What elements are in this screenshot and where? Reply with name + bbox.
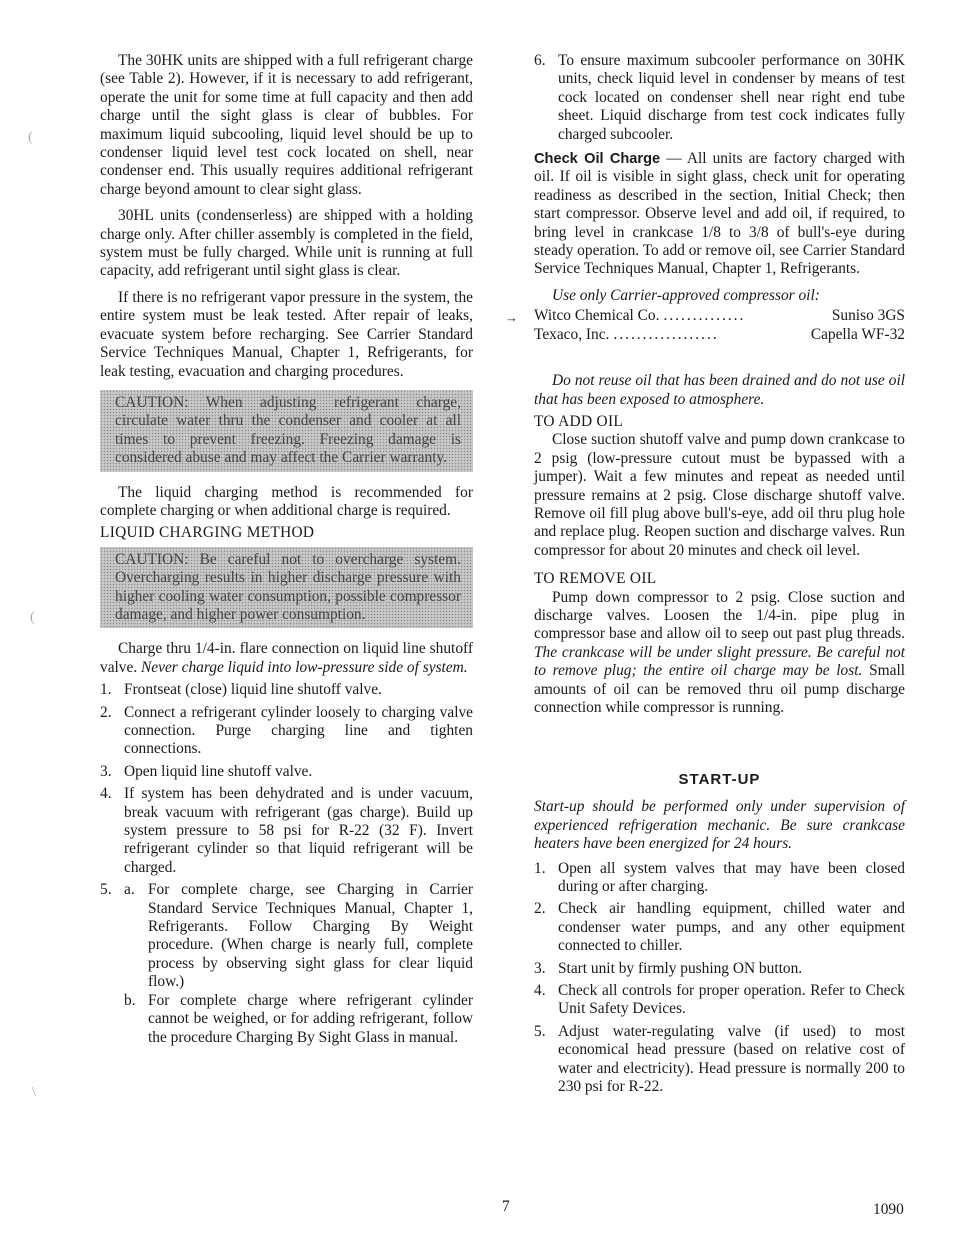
scan-mark: ( <box>28 130 33 145</box>
charge-connection-text: Charge thru 1/4-in. flare connection on liquid line shutoff valve. <box>100 640 473 676</box>
paragraph-add-oil: Close suction shutoff valve and pump down crankcase to 2 psig (low-pressure cutout must be bypassed with a jumper). Wait a few minutes and repeat as needed until pressure remains at 2 psig. Close discharge shutoff valve. Remove oil fill plug above bull's-eye, add oil thru plug hole and replace plug. Reopen suction and discharge valves. Run compressor for about 20 minutes and check oil level. <box>534 431 905 559</box>
remove-oil-text: Pump down compressor to 2 psig. Close suction and discharge valves. Loosen the 1/4-in. pipe plug in compressor base and allow oil to seep out past plug threads. <box>534 588 905 643</box>
step-text: Open liquid line shutoff valve. <box>124 762 313 780</box>
paragraph-30hk-charge: The 30HK units are shipped with a full refrigerant charge (see Table 2). However, if it is necessary to add refrigerant, operate the unit for some time at full capacity and then add charge until the sight glass is clear of bubbles. For maximum liquid subcooling, liquid level should be up to condenser liquid level test cock located on shell, near condenser end. This usually requires additional refrigerant charge beyond amount to clear sight glass. <box>100 52 473 198</box>
step-text: Check air handling equipment, chilled water and condenser water pumps, and any other equipment connected to chiller. <box>558 900 905 955</box>
heading-liquid-charging: LIQUID CHARGING METHOD <box>100 524 315 542</box>
sub-step-text: For complete charge, see Charging in Carrier Standard Service Techniques Manual, Chapter 1, Refrigerants. Follow Charging By Weight procedure. (When charge is nearly full, complete process by observing sight glass for clear liquid flow.) <box>148 881 473 991</box>
right-column <box>534 52 905 1101</box>
step-number: 2. <box>100 703 112 721</box>
startup-note: Start-up should be performed only under supervision of experienced refrigeration mechanic. Be sure crankcase heaters have been energized for 24 hours. <box>534 798 905 853</box>
scan-mark: ( <box>30 610 35 625</box>
sub-step-label: b. <box>124 991 136 1009</box>
oil-row <box>534 307 905 325</box>
leader-dots: .................. <box>613 325 719 343</box>
sub-step-text: For complete charge where refrigerant cylinder cannot be weighed, or for adding refrigerant, follow the procedure Charging By Sight Glass in manual. <box>148 991 473 1046</box>
step-text: Connect a refrigerant cylinder loosely to charging valve connection. Purge charging line and tighten connections. <box>124 703 473 758</box>
step-text: Open all system valves that may have been closed during or after charging. <box>558 859 905 896</box>
list-item <box>534 900 905 955</box>
approved-oil-note: Use only Carrier-approved compressor oil: <box>552 286 820 304</box>
charging-steps-continued <box>534 52 905 144</box>
sub-step-b <box>124 992 473 1047</box>
oil-vendor: Texaco, Inc. <box>534 325 610 343</box>
step-number: 5. <box>100 881 112 899</box>
charge-warning: Never charge liquid into low-pressure side of system. <box>141 658 468 676</box>
step-text: Start unit by firmly pushing ON button. <box>558 959 803 977</box>
step-number: 3. <box>534 959 546 977</box>
margin-arrow-icon: → <box>505 310 518 325</box>
step-text: If system has been dehydrated and is under vacuum, break vacuum with refrigerant (gas charge). Build up system pressure to 58 psi for R-22 (32 F). Invert refrigerant cylinder so that liquid refrigerant will be charged. <box>124 785 473 876</box>
scan-mark: \ <box>32 1085 36 1100</box>
oil-row <box>534 326 905 344</box>
list-item <box>534 52 905 144</box>
list-item <box>534 1023 905 1097</box>
list-item <box>534 982 905 1019</box>
oil-product: Capella WF-32 <box>810 325 905 343</box>
list-item <box>534 960 905 978</box>
remove-oil-warning: The crankcase will be under slight pressure. Be careful not to remove plug; the entire oil charge may be lost. <box>534 643 905 680</box>
paragraph-30hl-charge: 30HL units (condenserless) are shipped with a holding charge only. After chiller assembly is completed in the field, system must be fully charged. While unit is running at full capacity, add refrigerant until sight glass is clear. <box>100 207 473 280</box>
step-number: 3. <box>100 762 112 780</box>
sub-step-a <box>124 881 473 991</box>
list-item <box>100 763 473 781</box>
step-number: 2. <box>534 900 546 918</box>
step-text: To ensure maximum subcooler performance on 30HK units, check liquid level in condenser by means of test cock located on condenser shell near right end tube sheet. Liquid discharge from test cock indicates fully charged subcooler. <box>558 52 905 143</box>
step-text: Check all controls for proper operation. Refer to Check Unit Safety Devices. <box>558 982 905 1018</box>
step-text: Adjust water-regulating valve (if used) to most economical head pressure (based on relative cost of water and electricity). Head pressure is normally 200 to 230 psi for R-22. <box>558 1022 905 1096</box>
sub-step-label: a. <box>124 881 135 899</box>
page-number: 7 <box>502 1198 510 1215</box>
list-item <box>534 860 905 897</box>
list-item <box>100 881 473 1047</box>
caution-box-freezing: CAUTION: When adjusting refrigerant charge, circulate water thru the condenser and cooler at all times to prevent freezing. Freezing damage is considered abuse and may affect the Carrier warranty. <box>100 390 473 472</box>
list-item <box>100 681 473 699</box>
paragraph-charge-connection <box>100 640 473 677</box>
check-oil-text: — All units are factory charged with oil. If oil is visible in sight glass, check unit for operating readiness as described in the section, Initial Check; then start compressor. Observe level and add oil, if required, to bring level in crankcase 1/8 to 3/8 of bull's-eye during steady operation. To add or remove oil, see Carrier Standard Service Techniques Manual, Chapter 1, Refrigerants. <box>534 150 905 278</box>
caution-box-overcharge: CAUTION: Be careful not to overcharge system. Overcharging results in higher discharge pressure with higher cooling water consumption, possible compressor damage, and higher power consumption. <box>100 547 473 629</box>
section-title-startup: START-UP <box>678 771 761 789</box>
document-number: 1090 <box>873 1201 904 1218</box>
step-number: 1. <box>100 681 112 699</box>
step-number: 4. <box>534 982 546 1000</box>
step-number: 5. <box>534 1022 546 1040</box>
list-item <box>100 704 473 759</box>
remove-oil-text-2: Small amounts of oil can be removed thru oil pump discharge connection while compressor is running. <box>534 662 905 716</box>
step-number: 6. <box>534 52 546 69</box>
oil-reuse-warning: Do not reuse oil that has been drained and do not use oil that has been exposed to atmosphere. <box>534 372 905 408</box>
step-number: 1. <box>534 859 546 877</box>
list-item <box>100 785 473 877</box>
heading-remove-oil: TO REMOVE OIL <box>534 570 657 588</box>
startup-steps <box>534 860 905 1097</box>
heading-add-oil: TO ADD OIL <box>534 412 624 430</box>
step-text: Frontseat (close) liquid line shutoff valve. <box>124 681 382 699</box>
step-number: 4. <box>100 785 112 803</box>
paragraph-remove-oil <box>534 589 905 718</box>
oil-vendor: Witco Chemical Co. <box>534 307 660 325</box>
paragraph-liquid-recommended: The liquid charging method is recommended for complete charging or when additional charge is required. <box>100 483 473 519</box>
left-column <box>100 52 473 1051</box>
paragraph-leak-test: If there is no refrigerant vapor pressure in the system, the entire system must be leak tested. After repair of leaks, evacuate system before recharging. See Carrier Standard Service Techniques Manual, Chapter 1, Refrigerants, for leak testing, evacuation and charging procedures. <box>100 288 473 380</box>
liquid-charging-steps <box>100 681 473 1047</box>
heading-check-oil: Check Oil Charge <box>534 151 661 168</box>
oil-product: Suniso 3GS <box>831 307 905 325</box>
leader-dots: .............. <box>663 307 746 325</box>
paragraph-check-oil <box>534 150 905 279</box>
